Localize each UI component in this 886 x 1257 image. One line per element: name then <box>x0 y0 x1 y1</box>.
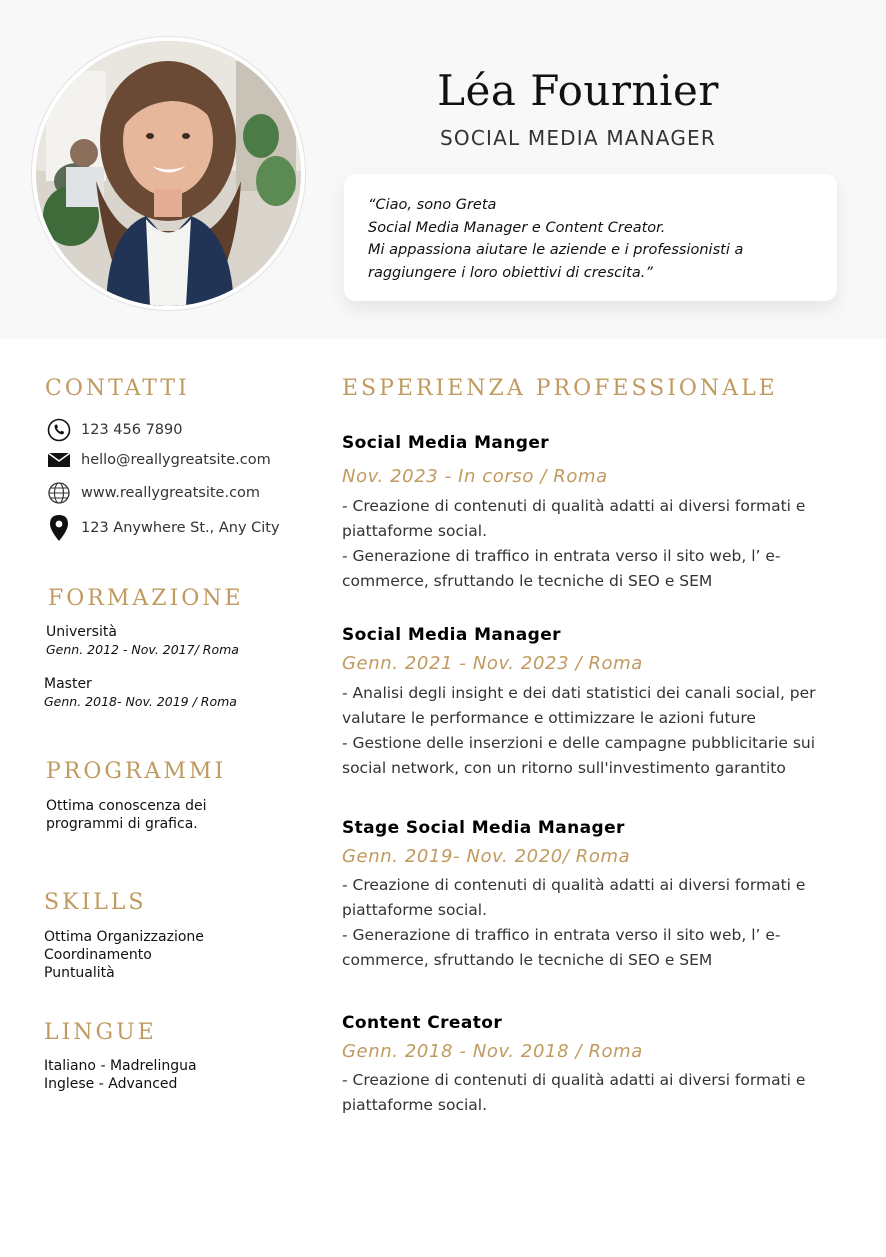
skills-list <box>44 928 204 982</box>
candidate-role: SOCIAL MEDIA MANAGER <box>440 126 716 150</box>
skill-item: Puntualità <box>44 965 115 981</box>
education-item <box>46 623 239 659</box>
phone-number: 123 456 7890 <box>81 422 183 438</box>
skill-item: Coordinamento <box>44 947 152 963</box>
section-title-education: FORMAZIONE <box>48 586 244 611</box>
programs-text: Ottima conoscenza dei programmi di grafica. <box>46 798 207 832</box>
job-dates: Genn. 2018 - Nov. 2018 / Roma <box>342 1041 643 1062</box>
section-title-languages: LINGUE <box>44 1020 157 1045</box>
intro-quote: “Ciao, sono Greta Social Media Manager e Content Creator. Mi appassiona aiutare le aziende e i professionisti a raggiungere i loro obiettivi di crescita.” <box>368 197 744 281</box>
job-description: - Creazione di contenuti di qualità adatti ai diversi formati e piattaforme social. - Generazione di traffico in entrata verso il sito web, l’ e-commerce, sfruttando le tecniche di SEO e SEM <box>342 876 806 969</box>
job-title: Stage Social Media Manager <box>342 818 625 838</box>
job-description: - Creazione di contenuti di qualità adatti ai diversi formati e piattaforme social. <box>342 1071 806 1114</box>
mail-icon <box>46 447 72 473</box>
address: 123 Anywhere St., Any City <box>81 520 280 536</box>
language-item: Italiano - Madrelingua <box>44 1058 197 1074</box>
job-dates: Nov. 2023 - In corso / Roma <box>342 466 608 487</box>
languages-list <box>44 1057 197 1093</box>
section-title-contacts: CONTATTI <box>45 376 190 401</box>
contact-phone <box>46 417 182 443</box>
job-description: - Creazione di contenuti di qualità adatti ai diversi formati e piattaforme social. - Generazione di traffico in entrata verso il sito web, l’ e-commerce, sfruttando le tecniche di SEO e SEM <box>342 497 806 590</box>
job-description: - Analisi degli insight e dei dati statistici dei canali social, per valutare le performance e ottimizzare le azioni future - Gestione delle inserzioni e delle campagne pubblicitarie sui social network, con un ritorno sull'investimento garantito <box>342 684 816 777</box>
job-title: Content Creator <box>342 1013 503 1033</box>
section-title-programs: PROGRAMMI <box>46 759 227 784</box>
education-title: Master <box>44 676 92 692</box>
education-dates: Genn. 2018- Nov. 2019 / Roma <box>44 694 237 709</box>
education-title: Università <box>46 624 117 640</box>
location-pin-icon <box>46 515 72 541</box>
section-title-experience: ESPERIENZA PROFESSIONALE <box>342 376 778 401</box>
job-title: Social Media Manger <box>342 433 550 453</box>
intro-quote-card <box>344 174 837 301</box>
globe-icon <box>46 480 72 506</box>
job-dates: Genn. 2021 - Nov. 2023 / Roma <box>342 653 643 674</box>
contact-address <box>46 515 280 541</box>
phone-icon <box>46 417 72 443</box>
education-dates: Genn. 2012 - Nov. 2017/ Roma <box>46 642 239 657</box>
contact-website <box>46 480 260 506</box>
website-url[interactable]: www.reallygreatsite.com <box>81 485 261 501</box>
email-address[interactable]: hello@reallygreatsite.com <box>81 452 271 468</box>
candidate-name: Léa Fournier <box>437 66 719 115</box>
job-dates: Genn. 2019- Nov. 2020/ Roma <box>342 846 631 867</box>
education-item <box>44 675 237 711</box>
section-title-skills: SKILLS <box>44 890 147 915</box>
job-title: Social Media Manager <box>342 625 561 645</box>
profile-photo <box>36 41 301 306</box>
skill-item: Ottima Organizzazione <box>44 929 204 945</box>
language-item: Inglese - Advanced <box>44 1076 178 1092</box>
contact-email <box>46 447 271 473</box>
